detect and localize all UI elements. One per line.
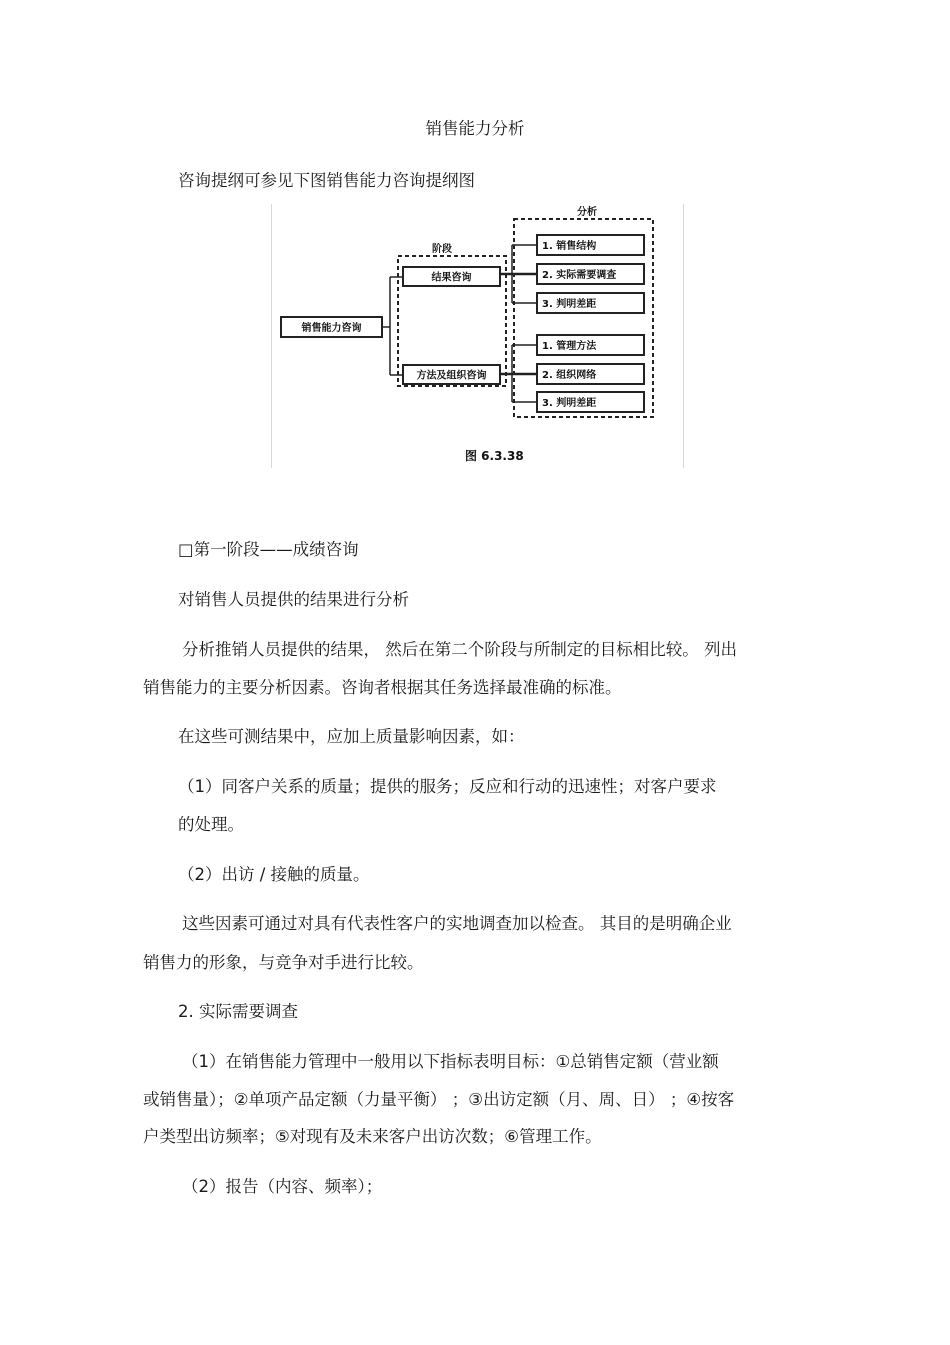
list-item-1-line-2: 的处理。 bbox=[178, 815, 244, 834]
analysis-node-2-1-label: 1. 管理方法 bbox=[542, 341, 597, 352]
stage-label: 阶段 bbox=[432, 244, 452, 255]
section-2-item-1-line-3: 户类型出访频率；⑤对现有及未来客户出访次数；⑥管理工作。 bbox=[143, 1127, 602, 1146]
figure-caption: 图 6.3.38 bbox=[465, 449, 524, 463]
analysis-node-2-2-label: 2. 组织网络 bbox=[542, 370, 597, 381]
analysis-node-1-3 bbox=[537, 293, 644, 313]
paragraph-4-line-1: 这些因素可通过对具有代表性客户的实地调查加以检查。 其目的是明确企业 bbox=[182, 914, 732, 933]
stage-node-results bbox=[403, 267, 500, 286]
list-item-1-line-1: （1）同客户关系的质量；提供的服务；反应和行动的迅速性；对客户要求 bbox=[178, 777, 717, 796]
analysis-node-1-2 bbox=[537, 264, 644, 284]
analysis-label: 分析 bbox=[577, 207, 597, 218]
analysis-node-1-1-label: 1. 销售结构 bbox=[542, 241, 597, 252]
page-title: 销售能力分析 bbox=[425, 119, 525, 138]
list-item-2: （2）出访 / 接触的质量。 bbox=[178, 865, 370, 884]
paragraph-2-line-1: 分析推销人员提供的结果， 然后在第二个阶段与所制定的目标相比较。 列出 bbox=[182, 640, 737, 659]
analysis-node-1-3-label: 3. 判明差距 bbox=[542, 299, 597, 310]
analysis-node-1-1 bbox=[537, 235, 644, 255]
analysis-node-2-1 bbox=[537, 335, 644, 355]
root-node bbox=[281, 317, 382, 337]
paragraph-1: 对销售人员提供的结果进行分析 bbox=[178, 590, 409, 609]
section-2-item-1-line-1: （1）在销售能力管理中一般用以下指标表明目标：①总销售定额（营业额 bbox=[182, 1052, 719, 1071]
stage-node-methods bbox=[403, 365, 500, 384]
section-2-item-1-line-2: 或销售量）；②单项产品定额（力量平衡） ；③出访定额（月、周、日） ；④按客 bbox=[143, 1090, 735, 1109]
sales-consulting-diagram bbox=[271, 204, 684, 468]
intro-text: 咨询提纲可参见下图销售能力咨询提纲图 bbox=[178, 171, 475, 190]
paragraph-4-line-2: 销售力的形象，与竞争对手进行比较。 bbox=[143, 953, 424, 972]
section-2-heading: 2. 实际需要调查 bbox=[178, 1002, 298, 1021]
stage-node-results-label: 结果咨询 bbox=[431, 272, 472, 284]
stage-node-methods-label: 方法及组织咨询 bbox=[416, 370, 487, 382]
root-node-label: 销售能力咨询 bbox=[301, 323, 362, 334]
paragraph-3: 在这些可测结果中，应加上质量影响因素，如： bbox=[178, 727, 525, 746]
phase1-heading: □第一阶段——成绩咨询 bbox=[178, 540, 359, 559]
analysis-node-2-3-label: 3. 判明差距 bbox=[542, 398, 597, 409]
section-2-item-2: （2）报告（内容、频率）； bbox=[182, 1177, 383, 1196]
analysis-node-1-2-label: 2. 实际需要调查 bbox=[542, 270, 617, 281]
analysis-node-2-3 bbox=[537, 392, 644, 412]
analysis-node-2-2 bbox=[537, 364, 644, 384]
paragraph-2-line-2: 销售能力的主要分析因素。咨询者根据其任务选择最准确的标准。 bbox=[143, 678, 622, 697]
